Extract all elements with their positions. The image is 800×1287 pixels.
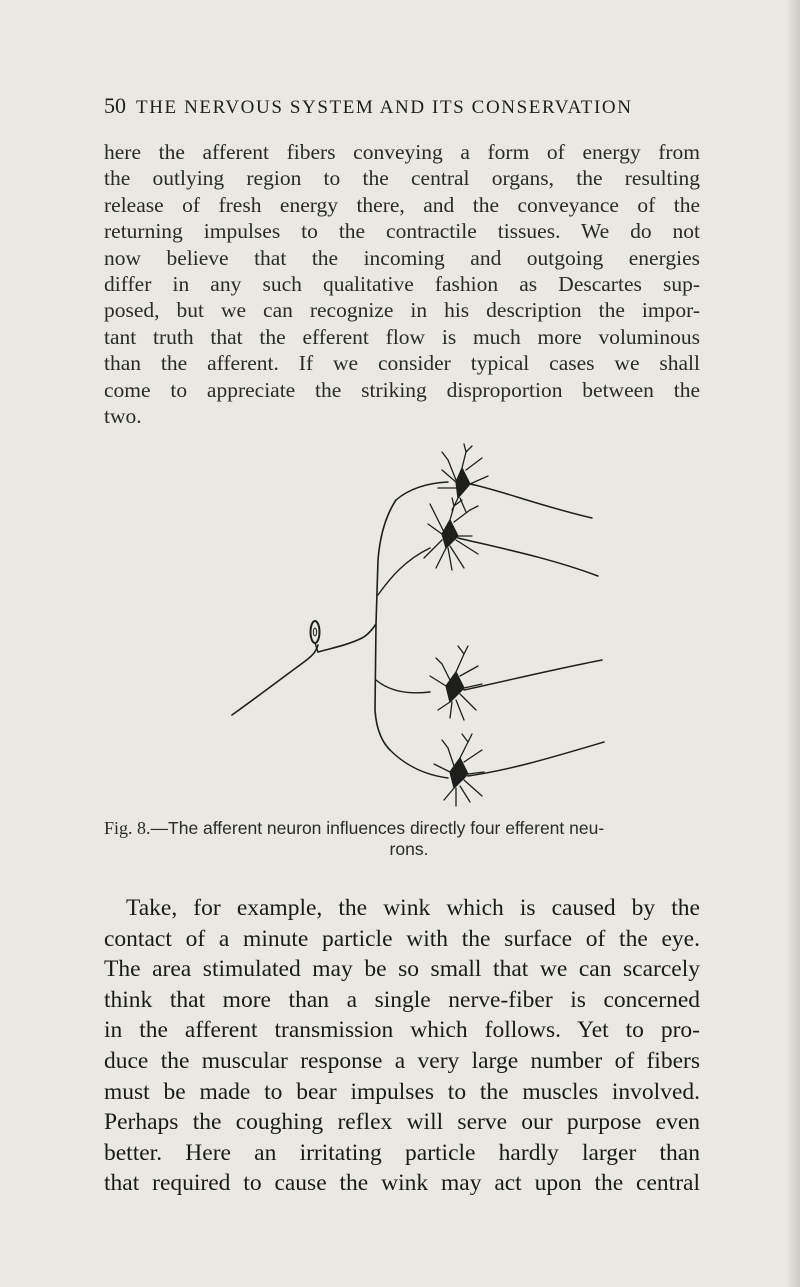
paragraph-2-line: The area stimulated may be so small that we can scarcely: [104, 956, 700, 983]
collateral-trunk: [375, 500, 396, 750]
paragraph-1-line: posed, but we can recognize in his description the impor-: [104, 298, 700, 323]
paragraph-1-line: returning impulses to the contractile tissues. We do not: [104, 219, 700, 244]
paragraph-1-line: here the afferent fibers conveying a form of energy from: [104, 140, 700, 164]
paragraph-1-line: release of fresh energy there, and the conveyance of the: [104, 192, 700, 217]
figure-caption: [104, 818, 700, 860]
efferent-neuron-4: [434, 734, 604, 806]
collateral-2: [378, 548, 430, 595]
efferent-neuron-2: [424, 498, 598, 576]
efferent-axon-4: [468, 742, 604, 776]
efferent-neuron-3: [430, 646, 602, 720]
paragraph-2-line: must be made to bear impulses to the muscles involved.: [104, 1078, 700, 1105]
afferent-cell-body: [311, 621, 320, 652]
efferent-axon-1: [470, 484, 592, 518]
efferent-axon-3: [464, 660, 602, 690]
paragraph-2-line: duce the muscular response a very large number of fibers: [104, 1047, 700, 1074]
paragraph-2-line: Take, for example, the wink which is caused by the: [126, 895, 700, 921]
collateral-4: [390, 750, 448, 778]
afferent-central-branch: [318, 624, 376, 652]
paragraph-1-line: come to appreciate the striking disproportion between the: [104, 377, 700, 402]
afferent-fiber: [232, 645, 318, 715]
paragraph-2-line: that required to cause the wink may act upon the central: [104, 1170, 700, 1197]
collateral-3: [376, 680, 430, 693]
paragraph-1-line: tant truth that the efferent flow is much more voluminous: [104, 324, 700, 349]
collateral-1: [396, 482, 448, 500]
paragraph-2-line: contact of a minute particle with the surface of the eye.: [104, 925, 700, 952]
paragraph-2: [104, 893, 700, 1199]
paragraph-2-line: think that more than a single nerve-fiber is concerned: [104, 986, 700, 1013]
page-edge-shadow: [786, 0, 800, 1287]
paragraph-1-line: than the afferent. If we consider typical cases we shall: [104, 351, 700, 376]
page-number: 50: [104, 93, 126, 118]
caption-line-1: [104, 818, 700, 839]
paragraph-1-line: the outlying region to the central organs, the resulting: [104, 166, 700, 191]
caption-label: Fig. 8.: [104, 818, 151, 838]
running-head: [104, 93, 704, 119]
paragraph-2-line: better. Here an irritating particle hardly larger than: [104, 1139, 700, 1166]
paragraph-2-line: in the afferent transmission which follows. Yet to pro-: [104, 1017, 700, 1044]
caption-line-2: rons.: [389, 839, 429, 859]
paragraph-2-line: Perhaps the coughing reflex will serve our purpose even: [104, 1109, 700, 1136]
paragraph-1-line: now believe that the incoming and outgoing energies: [104, 245, 700, 270]
running-head-title: THE NERVOUS SYSTEM AND ITS CONSERVATION: [136, 97, 633, 118]
efferent-axon-2: [458, 538, 598, 576]
neuron-diagram: [220, 440, 620, 820]
efferent-neuron-1: [438, 444, 592, 518]
paragraph-1: [104, 139, 700, 429]
caption-text-1: —The afferent neuron influences directly four efferent neu-: [150, 818, 605, 838]
paragraph-1-line: two.: [104, 404, 142, 429]
paragraph-1-line: differ in any such qualitative fashion as Descartes sup-: [104, 272, 700, 297]
